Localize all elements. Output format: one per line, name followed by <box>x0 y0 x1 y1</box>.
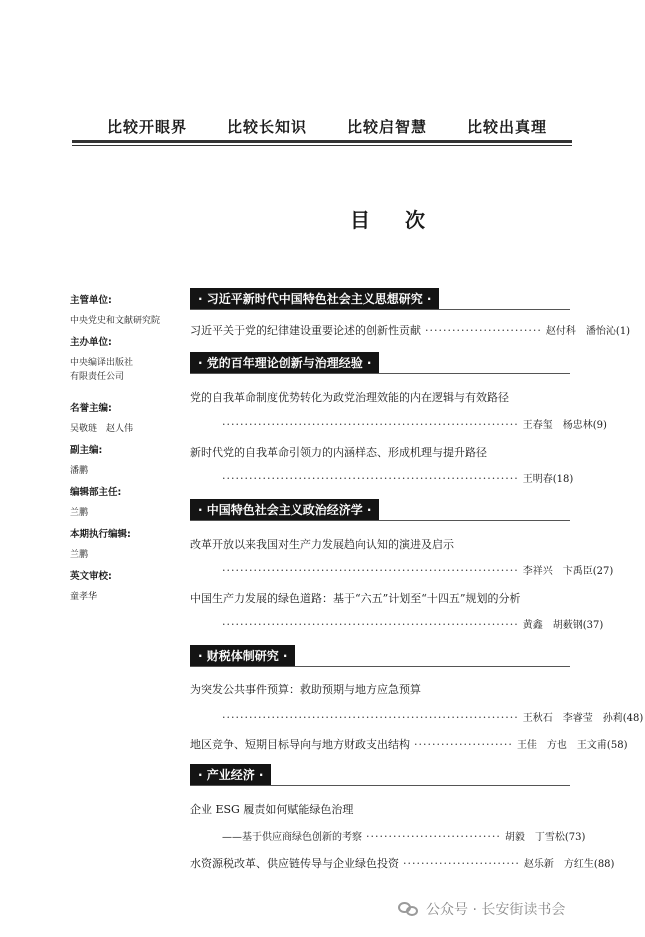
entry-authors: 王秋石 李睿莹 孙莉(48) <box>522 713 644 724</box>
masthead-deputy-editor: 副主编: 潘鹏 <box>70 445 103 476</box>
masthead-office-director: 编辑部主任: 兰鹏 <box>70 487 122 518</box>
section-heading-1: · 习近平新时代中国特色社会主义思想研究 · <box>190 288 439 310</box>
slogan-3: 比较启智慧 <box>346 118 427 136</box>
leader-dots: ·························· <box>425 324 542 337</box>
entry-authors: 李祥兴 卞禹臣(27) <box>522 566 614 577</box>
section-rule-4 <box>190 666 570 667</box>
toc-entry[interactable] <box>190 855 615 871</box>
toc-entry[interactable] <box>190 736 628 752</box>
entry-title[interactable]: 企业 ESG 履责如何赋能绿色治理 <box>190 803 354 816</box>
entry-title[interactable]: 中国生产力发展的绿色道路：基于“六五”计划至“十四五”规划的分析 <box>190 592 521 605</box>
watermark <box>398 899 565 919</box>
entry-title[interactable]: 为突发公共事件预算：救助预期与地方应急预算 <box>190 683 421 696</box>
section-heading-3: · 中国特色社会主义政治经济学 · <box>190 499 379 521</box>
header-rule-thick <box>72 140 572 143</box>
entry-authors: 王春玺 杨忠林(9) <box>522 420 607 431</box>
slogan-2: 比较长知识 <box>226 118 307 136</box>
entry-title[interactable]: 改革开放以来我国对生产力发展趋向认知的演进及启示 <box>190 538 454 551</box>
toc-entry[interactable] <box>190 322 631 338</box>
masthead-executive-editor: 本期执行编辑: 兰鹏 <box>70 529 131 560</box>
slogan-4: 比较出真理 <box>466 118 547 136</box>
wechat-icon <box>398 900 420 918</box>
entry-title[interactable]: 新时代党的自我革命引领力的内涵样态、形成机理与提升路径 <box>190 446 487 459</box>
masthead-english-proofreader: 英文审校: 童孝华 <box>70 571 112 602</box>
section-heading-5: · 产业经济 · <box>190 764 271 786</box>
slogan-1: 比较开眼界 <box>107 118 188 136</box>
entry-title: 地区竞争、短期目标导向与地方财政支出结构 <box>190 738 410 751</box>
section-rule-1 <box>190 309 570 310</box>
section-rule-2 <box>190 373 570 374</box>
leader-dots: ······················ <box>414 738 513 751</box>
section-heading-2: · 党的百年理论创新与治理经验 · <box>190 352 379 374</box>
section-heading-4: · 财税体制研究 · <box>190 645 295 667</box>
entry-authors: 胡毅 丁雪松(73) <box>504 832 586 843</box>
entry-authors: 黄鑫 胡薮钢(37) <box>522 620 604 631</box>
toc-entry-leader <box>222 562 614 577</box>
leader-dots: ·································································· <box>222 618 519 631</box>
header-slogans <box>107 116 547 137</box>
section-rule-5 <box>190 785 570 786</box>
entry-title[interactable]: 党的自我革命制度优势转化为政党治理效能的内在逻辑与有效路径 <box>190 391 509 404</box>
entry-authors: 王佳 方也 王文甫(58) <box>516 740 628 751</box>
masthead-honorary-editor: 名誉主编: 吴敬琏 赵人伟 <box>70 403 134 434</box>
entry-authors: 王明春(18) <box>522 474 574 485</box>
masthead-supervisor: 主管单位: 中央党史和文献研究院 <box>70 295 161 326</box>
leader-dots: ·························· <box>403 857 520 870</box>
leader-dots: ·································································· <box>222 711 519 724</box>
toc-entry-leader <box>222 709 644 724</box>
entry-subtitle: ——基于供应商绿色创新的考察 <box>222 832 362 843</box>
toc-entry-leader <box>222 828 586 843</box>
masthead <box>70 294 190 612</box>
toc-entry-leader <box>222 470 572 485</box>
toc-title: 目 次 <box>350 208 439 232</box>
leader-dots: ······························ <box>366 830 501 843</box>
leader-dots: ·································································· <box>222 564 519 577</box>
toc-entry-leader <box>222 616 604 631</box>
leader-dots: ·································································· <box>222 472 519 485</box>
watermark-text: 公众号 · 长安街读书会 <box>426 902 566 918</box>
entry-authors: 赵付科 潘怡沁(1) <box>545 326 631 337</box>
header-rule-thin <box>72 145 572 146</box>
masthead-sponsor: 主办单位: 中央编译出版社 有限责任公司 <box>70 337 134 382</box>
entry-title: 水资源税改革、供应链传导与企业绿色投资 <box>190 857 399 870</box>
leader-dots: ·································································· <box>222 418 519 431</box>
toc-entry-leader <box>222 416 607 431</box>
entry-authors: 赵乐新 方红生(88) <box>523 859 615 870</box>
section-rule-3 <box>190 520 570 521</box>
entry-title: 习近平关于党的纪律建设重要论述的创新性贡献 <box>190 324 421 337</box>
